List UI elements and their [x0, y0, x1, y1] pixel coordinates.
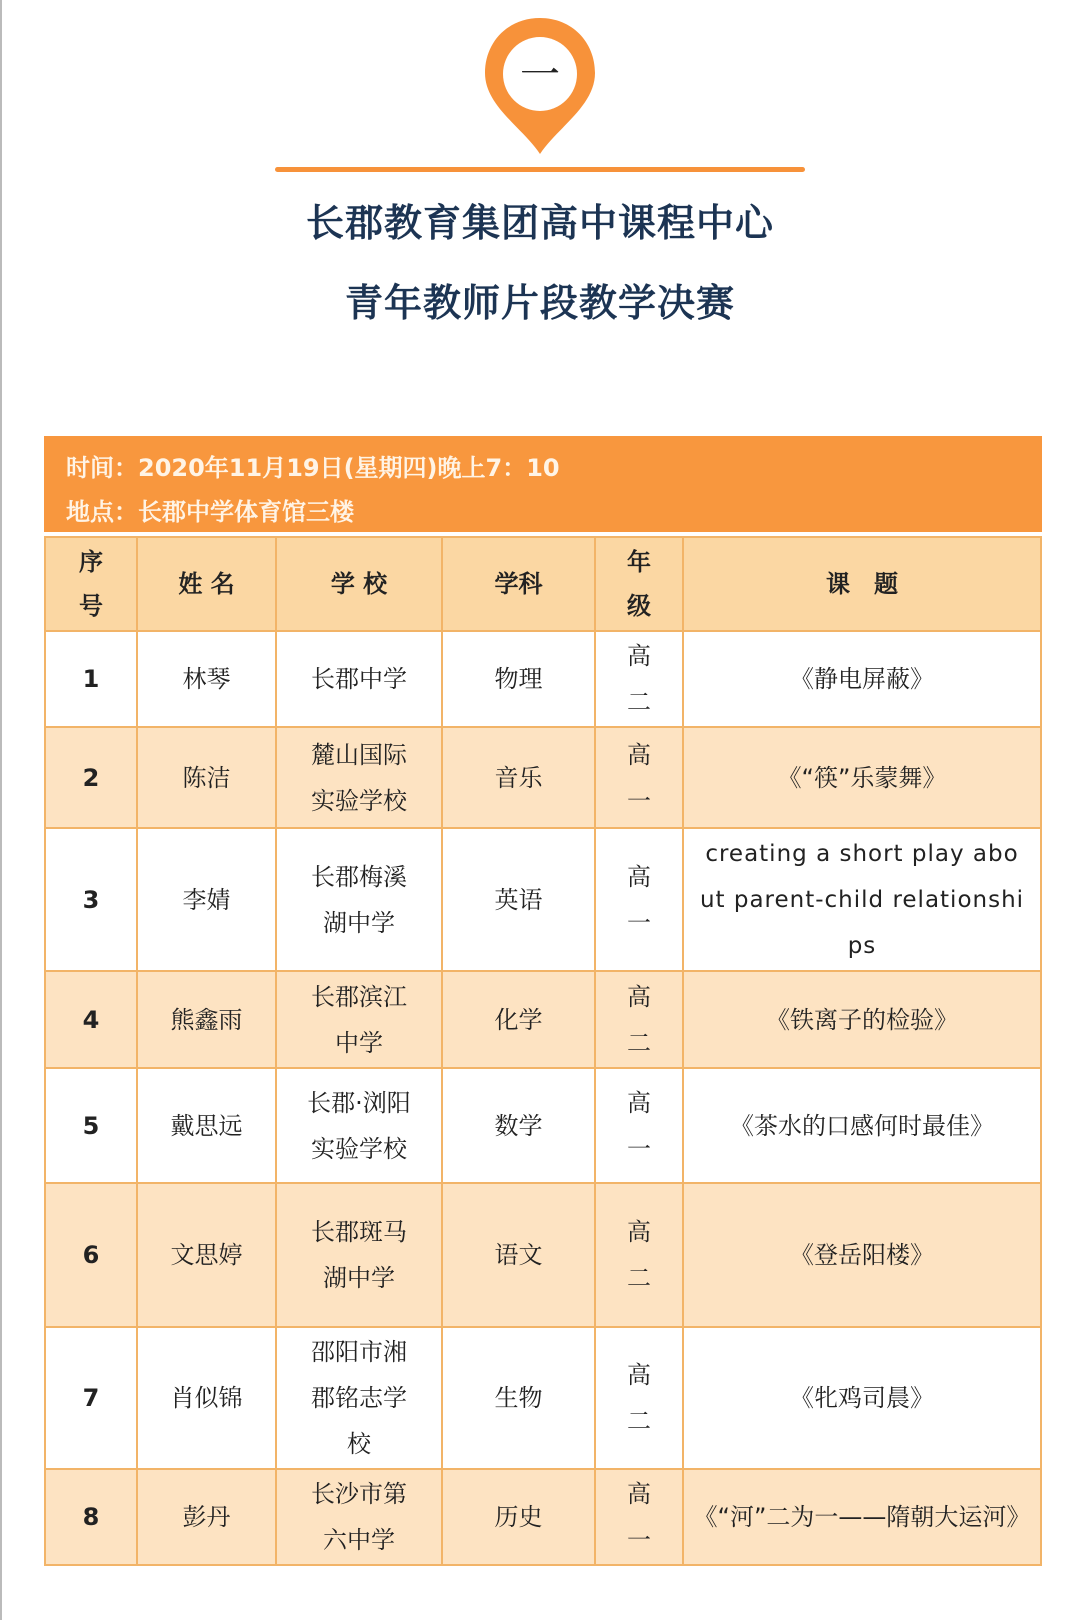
- header-no: 序号: [45, 537, 137, 631]
- header-grade: 年级: [595, 537, 683, 631]
- row-topic: 《牝鸡司晨》: [683, 1327, 1041, 1469]
- row-topic: creating a short play about parent-child relationships: [683, 828, 1041, 971]
- row-subject: 物理: [442, 631, 595, 727]
- row-grade: 高一: [595, 828, 683, 971]
- row-no: 6: [45, 1183, 137, 1327]
- row-grade: 高一: [595, 1469, 683, 1565]
- row-school: 长郡滨江中学: [276, 971, 442, 1068]
- row-name: 熊鑫雨: [137, 971, 276, 1068]
- row-school: 长郡梅溪湖中学: [276, 828, 442, 971]
- header-subject: 学科: [442, 537, 595, 631]
- row-no: 4: [45, 971, 137, 1068]
- row-subject: 英语: [442, 828, 595, 971]
- row-name: 彭丹: [137, 1469, 276, 1565]
- row-no: 5: [45, 1068, 137, 1183]
- row-subject: 历史: [442, 1469, 595, 1565]
- event-time: 时间：2020年11月19日(星期四)晚上7：10: [66, 454, 560, 482]
- row-name: 林琴: [137, 631, 276, 727]
- row-topic: 《登岳阳楼》: [683, 1183, 1041, 1327]
- row-school: 长郡中学: [276, 631, 442, 727]
- row-topic: 《“河”二为一——隋朝大运河》: [683, 1469, 1041, 1565]
- row-name: 文思婷: [137, 1183, 276, 1327]
- row-name: 肖似锦: [137, 1327, 276, 1469]
- row-no: 1: [45, 631, 137, 727]
- row-subject: 语文: [442, 1183, 595, 1327]
- row-school: 长郡·浏阳实验学校: [276, 1068, 442, 1183]
- row-no: 7: [45, 1327, 137, 1469]
- table-row: [45, 1327, 1041, 1469]
- event-info: [44, 436, 1042, 532]
- row-no: 3: [45, 828, 137, 971]
- row-name: 李婧: [137, 828, 276, 971]
- badge-number: 一: [520, 52, 560, 98]
- row-topic: 《铁离子的检验》: [683, 971, 1041, 1068]
- location-pin-icon: [483, 16, 597, 156]
- row-grade: 高二: [595, 1327, 683, 1469]
- header-topic: 课 题: [683, 537, 1041, 631]
- table-row: [45, 631, 1041, 727]
- table-row: [45, 971, 1041, 1068]
- row-grade: 高二: [595, 971, 683, 1068]
- row-topic: 《静电屏蔽》: [683, 631, 1041, 727]
- header-name: 姓 名: [137, 537, 276, 631]
- row-school: 邵阳市湘郡铭志学校: [276, 1327, 442, 1469]
- table-row: [45, 1469, 1041, 1565]
- row-grade: 高二: [595, 1183, 683, 1327]
- row-no: 8: [45, 1469, 137, 1565]
- row-grade: 高一: [595, 727, 683, 828]
- row-topic: 《“筷”乐蒙舞》: [683, 727, 1041, 828]
- row-name: 陈洁: [137, 727, 276, 828]
- row-school: 麓山国际实验学校: [276, 727, 442, 828]
- row-subject: 生物: [442, 1327, 595, 1469]
- row-topic: 《茶水的口感何时最佳》: [683, 1068, 1041, 1183]
- divider: [275, 167, 805, 172]
- row-no: 2: [45, 727, 137, 828]
- page-subtitle: 青年教师片段教学决赛: [344, 281, 735, 325]
- row-grade: 高一: [595, 1068, 683, 1183]
- row-subject: 化学: [442, 971, 595, 1068]
- schedule-table: [44, 536, 1042, 1566]
- row-subject: 音乐: [442, 727, 595, 828]
- table-row: [45, 727, 1041, 828]
- row-subject: 数学: [442, 1068, 595, 1183]
- table-row: [45, 1183, 1041, 1327]
- row-school: 长沙市第六中学: [276, 1469, 442, 1565]
- table-row: [45, 1068, 1041, 1183]
- table-row: [45, 828, 1041, 971]
- event-place: 地点：长郡中学体育馆三楼: [66, 498, 354, 526]
- row-name: 戴思远: [137, 1068, 276, 1183]
- page-title: 长郡教育集团高中课程中心: [305, 201, 774, 245]
- table-header: [45, 537, 1041, 631]
- header-school: 学 校: [276, 537, 442, 631]
- row-grade: 高二: [595, 631, 683, 727]
- row-school: 长郡斑马湖中学: [276, 1183, 442, 1327]
